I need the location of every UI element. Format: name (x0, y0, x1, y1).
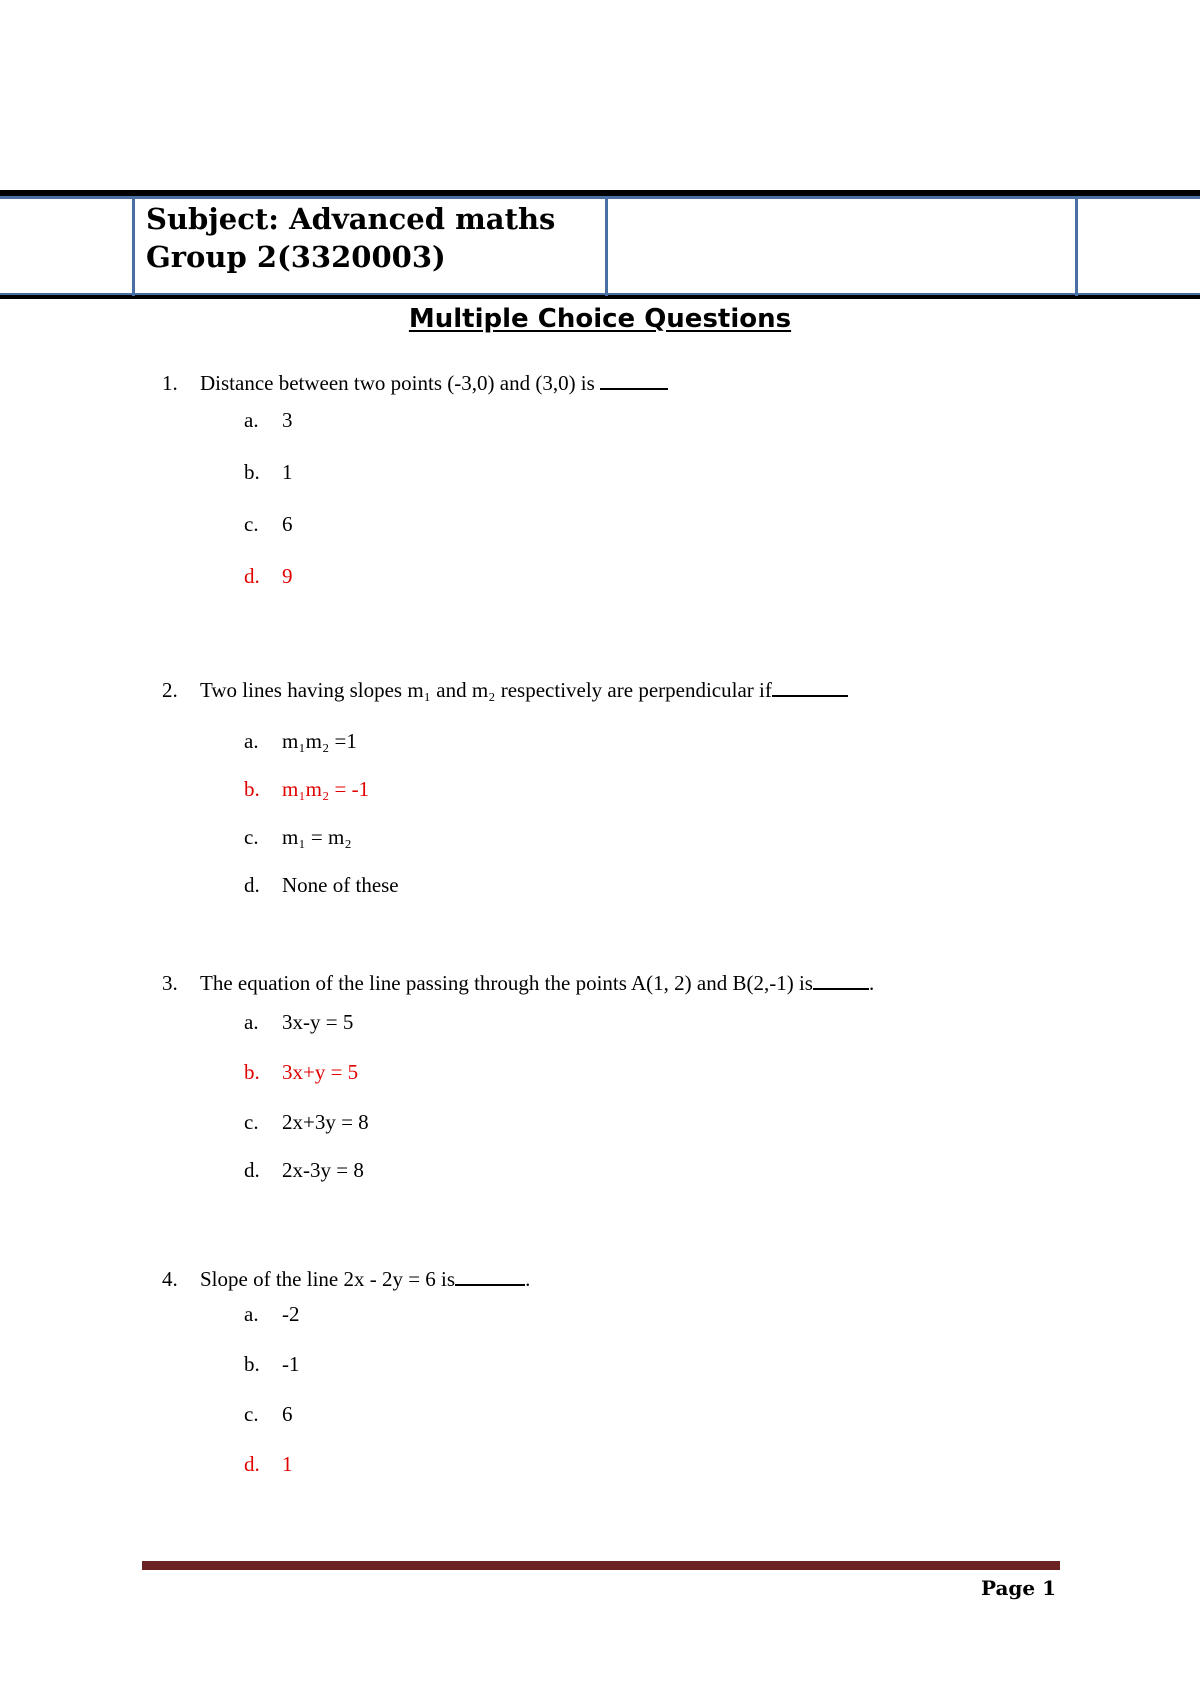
option-1-b (244, 460, 293, 485)
option-4-b (244, 1352, 300, 1377)
question-number: 1. (162, 371, 178, 395)
option-text: 6 (282, 1402, 293, 1426)
option-3-d (244, 1158, 364, 1183)
option-text: m₁m₂ =1 (282, 729, 357, 753)
option-4-a (244, 1302, 300, 1327)
option-text: -2 (282, 1302, 300, 1326)
question-number: 2. (162, 678, 178, 702)
header-table-top-border (0, 196, 1200, 199)
question-suffix: . (525, 1267, 531, 1291)
subject-line: Subject: Advanced maths (146, 202, 556, 236)
group-line: Group 2(3320003) (146, 240, 446, 274)
option-letter: b. (244, 460, 260, 484)
option-text: 1 (282, 460, 293, 484)
answer-blank (813, 970, 869, 990)
option-letter: a. (244, 1302, 259, 1326)
footer-rule (142, 1561, 1060, 1570)
answer-blank (600, 370, 668, 390)
page-title: Multiple Choice Questions (408, 304, 792, 334)
header-subject-cell (146, 200, 606, 276)
option-letter: c. (244, 512, 259, 536)
option-text: 3x-y = 5 (282, 1010, 354, 1034)
option-text: 9 (282, 564, 293, 588)
question-2 (162, 677, 848, 703)
option-letter: b. (244, 1352, 260, 1376)
option-text: m₁m₂ = -1 (282, 777, 370, 801)
header-bottom-rule (0, 295, 1200, 299)
option-2-c (244, 825, 352, 850)
question-number: 3. (162, 971, 178, 995)
option-1-a (244, 408, 293, 433)
option-2-b (244, 777, 369, 802)
option-text: 3 (282, 408, 293, 432)
question-suffix: . (868, 971, 875, 995)
option-text: None of these (282, 873, 399, 897)
option-letter: d. (244, 1452, 260, 1476)
option-1-c (244, 512, 293, 537)
header-cell-divider (1075, 196, 1078, 296)
option-text: 2x+3y = 8 (282, 1110, 369, 1134)
option-text: 1 (282, 1452, 293, 1476)
option-letter: a. (244, 1010, 259, 1034)
header-cell-divider (132, 196, 135, 296)
option-2-a (244, 729, 357, 754)
option-text: 2x-3y = 8 (282, 1158, 364, 1182)
option-letter: b. (244, 777, 260, 801)
option-letter: c. (244, 1110, 259, 1134)
option-3-a (244, 1010, 353, 1035)
question-4 (162, 1266, 530, 1292)
option-letter: c. (244, 825, 259, 849)
question-number: 4. (162, 1267, 178, 1291)
option-2-d (244, 873, 399, 898)
option-letter: a. (244, 729, 259, 753)
option-4-c (244, 1402, 293, 1427)
option-text: m₁ = m₂ (282, 825, 352, 849)
option-3-b (244, 1060, 358, 1085)
option-1-d (244, 564, 293, 589)
answer-blank (455, 1266, 525, 1286)
option-letter: b. (244, 1060, 260, 1084)
question-1 (162, 370, 668, 396)
question-text: Distance between two points (-3,0) and (3,0) is (200, 371, 601, 395)
answer-blank (772, 677, 848, 697)
option-3-c (244, 1110, 369, 1135)
question-3 (162, 970, 874, 996)
option-letter: c. (244, 1402, 259, 1426)
question-text: Slope of the line 2x - 2y = 6 is (200, 1267, 456, 1291)
option-letter: d. (244, 564, 260, 588)
option-letter: a. (244, 408, 259, 432)
option-letter: d. (244, 873, 260, 897)
question-text: The equation of the line passing through the points A(1, 2) and B(2,-1) is (200, 971, 813, 995)
option-letter: d. (244, 1158, 260, 1182)
question-text: Two lines having slopes m₁ and m₂ respectively are perpendicular if (200, 678, 772, 702)
option-4-d (244, 1452, 293, 1477)
option-text: -1 (282, 1352, 300, 1376)
option-text: 3x+y = 5 (282, 1060, 359, 1084)
page-number: Page 1 (980, 1576, 1056, 1600)
option-text: 6 (282, 512, 293, 536)
